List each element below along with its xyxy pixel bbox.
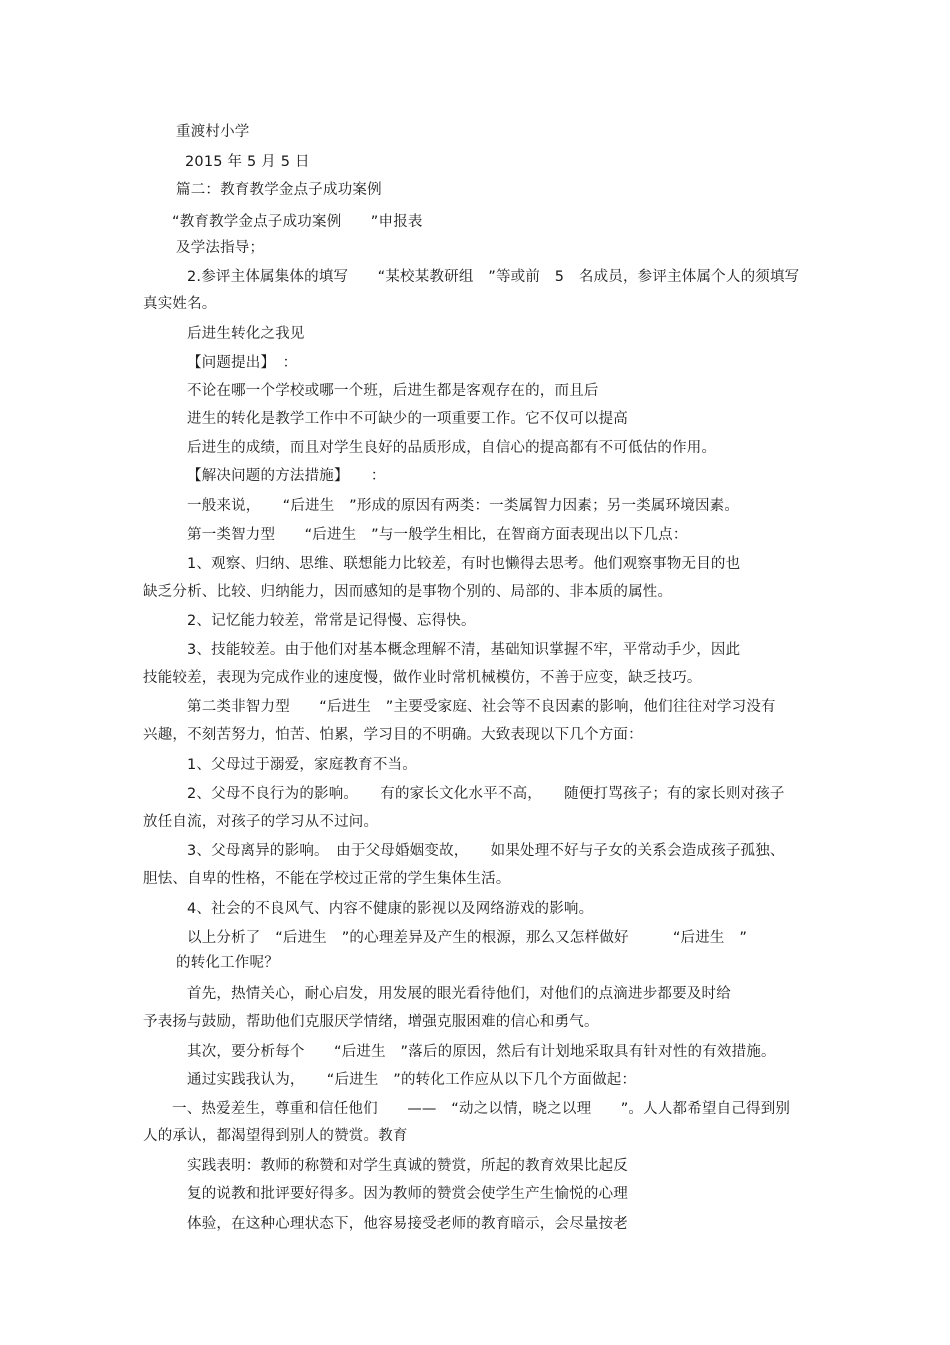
text-line: 第一类智力型 “后进生 ”与一般学生相比，在智商方面表现出以下几点：: [187, 527, 688, 543]
heading-problem: 【问题提出】 ：: [187, 355, 298, 371]
section-title: 篇二：教育教学金点子成功案例: [176, 182, 382, 198]
text-line: 及学法指导；: [176, 240, 265, 256]
text-line: 其次，要分析每个 “后进生 ”落后的原因，然后有计划地采取具有针对性的有效措施。: [187, 1044, 776, 1060]
date-line: 2015 年 5 月 5 日: [185, 154, 310, 170]
text-line: 一般来说， “后进生 ”形成的原因有两类：一类属智力因素；另一类属环境因素。: [187, 498, 740, 514]
text-line: 以上分析了 “后进生 ”的心理差异及产生的根源，那么又怎样做好 “后进生 ”: [187, 930, 748, 946]
text-line: 首先，热情关心，耐心启发，用发展的眼光看待他们，对他们的点滴进步都要及时给: [187, 986, 731, 1002]
text-line: 2、父母不良行为的影响。 有的家长文化水平不高， 随便打骂孩子；有的家长则对孩子: [187, 786, 785, 802]
text-line: 3、技能较差。由于他们对基本概念理解不清，基础知识掌握不牢，平常动手少，因此: [187, 642, 741, 658]
text-line: 通过实践我认为， “后进生 ”的转化工作应从以下几个方面做起：: [187, 1072, 637, 1088]
text-line: 进生的转化是教学工作中不可缺少的一项重要工作。它不仅可以提高: [187, 411, 628, 427]
text-line: 4、社会的不良风气、内容不健康的影视以及网络游戏的影响。: [187, 901, 594, 917]
text-line: 予表扬与鼓励，帮助他们克服厌学情绪，增强克服困难的信心和勇气。: [143, 1014, 599, 1030]
text-line: 技能较差，表现为完成作业的速度慢，做作业时常机械模仿，不善于应变，缺乏技巧。: [143, 670, 702, 686]
text-line: 的转化工作呢？: [176, 955, 279, 971]
text-line: 不论在哪一个学校或哪一个班，后进生都是客观存在的，而且后: [187, 383, 599, 399]
text-line: 复的说教和批评要好得多。因为教师的赞赏会使学生产生愉悦的心理: [187, 1186, 628, 1202]
text-line: 缺乏分析、比较、归纳能力，因而感知的是事物个别的、局部的、非本质的属性。: [143, 584, 673, 600]
article-title: 后进生转化之我见: [187, 326, 305, 342]
heading-methods: 【解决问题的方法措施】 ：: [187, 468, 386, 484]
text-line: 2.参评主体属集体的填写 “某校某教研组 ”等或前 5 名成员，参评主体属个人的须填写: [187, 269, 800, 285]
form-title: “教育教学金点子成功案例 ”申报表: [172, 214, 423, 230]
text-line: 人的承认，都渴望得到别人的赞赏。教育: [143, 1128, 408, 1144]
text-line: 3、父母离异的影响。 由于父母婚姻变故， 如果处理不好与子女的关系会造成孩子孤独、: [187, 843, 785, 859]
text-line: 体验，在这种心理状态下，他容易接受老师的教育暗示，会尽量按老: [187, 1216, 628, 1232]
text-line: 1、父母过于溺爱，家庭教育不当。: [187, 757, 417, 773]
text-line: 真实姓名。: [143, 296, 217, 312]
text-line: 后进生的成绩，而且对学生良好的品质形成，自信心的提高都有不可低估的作用。: [187, 440, 717, 456]
school-name: 重渡村小学: [176, 124, 250, 140]
text-line: 一、热爱差生，尊重和信任他们 —— “动之以情，晓之以理 ”。人人都希望自己得到别: [172, 1101, 791, 1117]
text-line: 放任自流，对孩子的学习从不过问。: [143, 814, 379, 830]
text-line: 胆怯、自卑的性格，不能在学校过正常的学生集体生活。: [143, 871, 511, 887]
text-line: 兴趣，不刻苦努力，怕苦、怕累，学习目的不明确。大致表现以下几个方面：: [143, 727, 643, 743]
text-line: 实践表明：教师的称赞和对学生真诚的赞赏，所起的教育效果比起反: [187, 1158, 628, 1174]
text-line: 第二类非智力型 “后进生 ”主要受家庭、社会等不良因素的影响，他们往往对学习没有: [187, 699, 776, 715]
text-line: 1、观察、归纳、思维、联想能力比较差，有时也懒得去思考。他们观察事物无目的也: [187, 556, 741, 572]
text-line: 2、记忆能力较差，常常是记得慢、忘得快。: [187, 613, 476, 629]
